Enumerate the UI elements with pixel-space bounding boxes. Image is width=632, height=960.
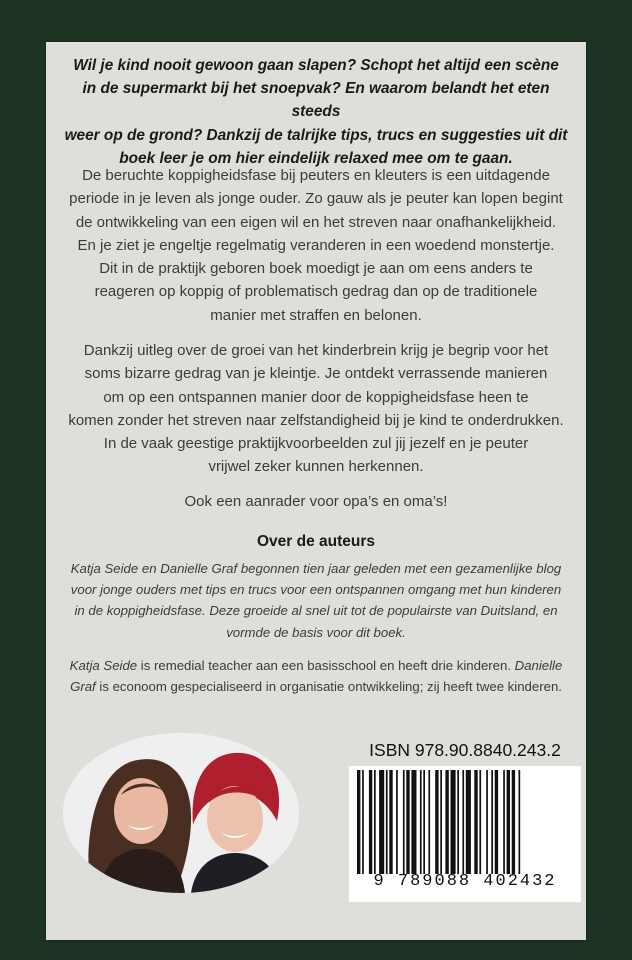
author-photo-illustration: [63, 733, 299, 893]
barcode-bar: [519, 770, 521, 874]
description-paragraph-1: [58, 164, 574, 327]
about-authors-text: [58, 558, 574, 643]
paragraph-line: De beruchte koppigheidsfase bij peuters en kleuters is een uitdagende: [82, 167, 550, 184]
barcode-bar: [369, 770, 372, 874]
about-line: Katja Seide en Danielle Graf begonnen tien jaar geleden met een gezamenlijke blog: [70, 561, 562, 576]
barcode-bar: [423, 770, 425, 874]
paragraph-line: manier met straffen en belonen.: [210, 306, 422, 324]
barcode-bar: [457, 770, 459, 874]
barcode-bar: [386, 770, 388, 874]
barcode-bar: [440, 770, 442, 874]
barcode-bar: [357, 770, 360, 874]
about-authors-heading: Over de auteurs: [256, 533, 376, 550]
intro-line: in de supermarkt bij het snoepvak? En waarom belandt het eten steeds: [82, 80, 550, 121]
about-line: voor jonge ouders met tips en trucs voor een ontspannen omgang met hun kinderen: [70, 582, 562, 598]
barcode-bar: [491, 770, 493, 874]
barcode-bar: [379, 770, 384, 874]
paragraph-line: periode in je leven als jonge ouder. Zo gauw als je peuter kan lopen begint: [69, 190, 563, 208]
barcode-bar: [428, 770, 430, 874]
barcode-bar: [445, 770, 448, 874]
barcode-bar: [466, 770, 471, 874]
barcode: [349, 766, 581, 902]
intro-line: Wil je kind nooit gewoon gaan slapen? Schopt het altijd een scène: [73, 57, 559, 74]
paragraph-line: In de vaak geestige praktijkvoorbeelden zul jij jezelf en je peuter: [103, 435, 529, 453]
barcode-bar: [411, 770, 416, 874]
about-line: in de koppigheidsfase. Deze groeide al snel uit tot de populairste van Duitsland, en: [74, 603, 558, 619]
barcode-bars: [357, 770, 573, 874]
intro-line: weer op de grond? Dankzij de talrijke tips, trucs en suggesties uit dit: [64, 126, 568, 144]
isbn-label: ISBN 978.90.8840.243.2: [369, 740, 561, 760]
barcode-bar: [486, 770, 488, 874]
recommendation-line: Ook een aanrader voor opa’s en oma’s!: [184, 493, 448, 510]
barcode-bar: [451, 770, 456, 874]
barcode-bar: [462, 770, 464, 874]
barcode-bar: [362, 770, 364, 874]
paragraph-line: de ontwikkeling van een eigen wil en het streven naar onafhankelijkheid.: [75, 213, 557, 231]
paragraph-line: En je ziet je engeltje regelmatig veranderen in een woedend monstertje.: [77, 236, 555, 254]
paragraph-line: vrijwel zeker kunnen herkennen.: [208, 458, 424, 476]
paragraph-line: soms bizarre gedrag van je kleintje. Je ontdekt verrassende manieren: [84, 365, 548, 383]
barcode-bar: [435, 770, 438, 874]
barcode-bar: [403, 770, 405, 874]
barcode-bar: [495, 770, 498, 874]
bio-line-1: [58, 655, 574, 676]
paragraph-line: reageren op koppig of problematisch gedrag dan op de traditionele: [94, 283, 538, 301]
barcode-bar: [420, 770, 422, 874]
barcode-bar: [389, 770, 392, 874]
paragraph-line: komen zonder het streven naar zelfstandigheid bij je kind te onderdrukken.: [68, 411, 564, 429]
intro-line: boek leer je om hier eindelijk relaxed mee om te gaan.: [119, 149, 513, 167]
barcode-bar: [512, 770, 515, 874]
intro-blurb: [58, 54, 574, 170]
bio-text-danielle: is econoom gespecialiseerd in organisatie ontwikkeling; zij heeft twee kinderen.: [95, 679, 562, 695]
author-photo: [63, 733, 299, 893]
barcode-bar: [406, 770, 409, 874]
paragraph-line: om op een ontspannen manier door de koppigheidsfase heen te: [103, 388, 529, 406]
description-paragraph-2: [58, 339, 574, 479]
author-name-danielle: Danielle: [514, 658, 563, 673]
paragraph-line: Dankzij uitleg over de groei van het kinderbrein krijg je begrip voor het: [83, 342, 549, 359]
barcode-bar: [474, 770, 477, 874]
barcode-bar: [503, 770, 505, 874]
bio-text-katja: is remedial teacher aan een basisschool en heeft drie kinderen.: [137, 658, 515, 673]
barcode-bar: [507, 770, 510, 874]
bio-line-2: [58, 676, 574, 697]
barcode-bar: [479, 770, 481, 874]
author-name-katja: Katja Seide: [69, 658, 138, 673]
author-surname-graf: Graf: [70, 679, 96, 695]
about-line: vormde de basis voor dit boek.: [226, 624, 406, 640]
author-bios: [58, 655, 574, 697]
barcode-bar: [374, 770, 376, 874]
paragraph-line: Dit in de praktijk geboren boek moedigt je aan om eens anders te: [99, 260, 533, 278]
barcode-bar: [396, 770, 398, 874]
barcode-digits: 9 789088 402432: [373, 872, 557, 891]
